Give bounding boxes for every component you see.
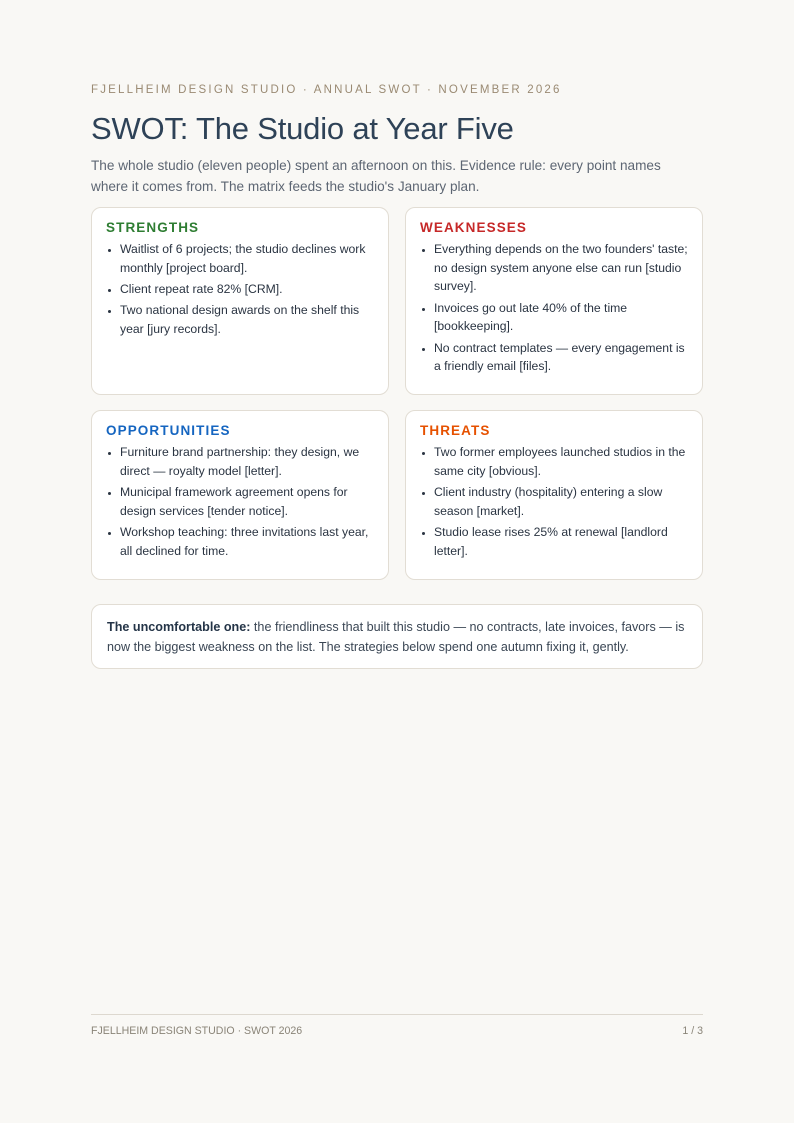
intro-paragraph: The whole studio (eleven people) spent an afternoon on this. Evidence rule: every point names where it comes from. The matrix feeds the studio's January plan.	[91, 158, 661, 194]
page-number: 1 / 3	[682, 1025, 703, 1037]
list-item: • Furniture brand partnership: they design, we direct — royalty model [letter].	[120, 443, 374, 480]
list-item: • Studio lease rises 25% at renewal [landlord letter].	[434, 523, 688, 560]
footer-divider	[91, 1014, 703, 1015]
strengths-heading: STRENGTHS	[106, 220, 200, 235]
list-item: • Invoices go out late 40% of the time [bookkeeping].	[434, 299, 688, 336]
callout-lead: The uncomfortable one:	[107, 620, 251, 634]
threats-card	[405, 410, 703, 580]
list-item: • Two national design awards on the shelf this year [jury records].	[120, 301, 374, 338]
page	[91, 0, 703, 1123]
list-item: • No contract templates — every engagement is a friendly email [files].	[434, 339, 688, 376]
footer-label: FJELLHEIM DESIGN STUDIO · SWOT 2026	[91, 1025, 303, 1037]
opportunities-card	[91, 410, 389, 580]
weaknesses-heading: WEAKNESSES	[420, 220, 528, 235]
opportunities-list	[106, 443, 374, 560]
list-item: • Waitlist of 6 projects; the studio declines work monthly [project board].	[120, 240, 374, 277]
weaknesses-card	[405, 207, 703, 395]
threats-heading: THREATS	[420, 423, 491, 438]
strengths-list	[106, 240, 374, 339]
document-eyebrow: FJELLHEIM DESIGN STUDIO · ANNUAL SWOT · NOVEMBER 2026	[91, 84, 562, 96]
threats-list	[420, 443, 688, 560]
callout-text: the friendliness that built this studio — no contracts, late invoices, favors — is now the biggest weakness on the list. The strategies below spend one autumn fixing it, gently.	[107, 620, 685, 654]
list-item: • Client repeat rate 82% [CRM].	[120, 280, 374, 299]
opportunities-heading: OPPORTUNITIES	[106, 423, 231, 438]
list-item: • Two former employees launched studios in the same city [obvious].	[434, 443, 688, 480]
list-item: • Client industry (hospitality) entering a slow season [market].	[434, 483, 688, 520]
page-title: SWOT: The Studio at Year Five	[91, 111, 514, 146]
strengths-card	[91, 207, 389, 395]
key-insight-callout	[91, 604, 703, 669]
weaknesses-list	[420, 240, 688, 376]
list-item: • Municipal framework agreement opens for design services [tender notice].	[120, 483, 374, 520]
list-item: • Workshop teaching: three invitations last year, all declined for time.	[120, 523, 374, 560]
list-item: • Everything depends on the two founders' taste; no design system anyone else can run [studio survey].	[434, 240, 688, 296]
